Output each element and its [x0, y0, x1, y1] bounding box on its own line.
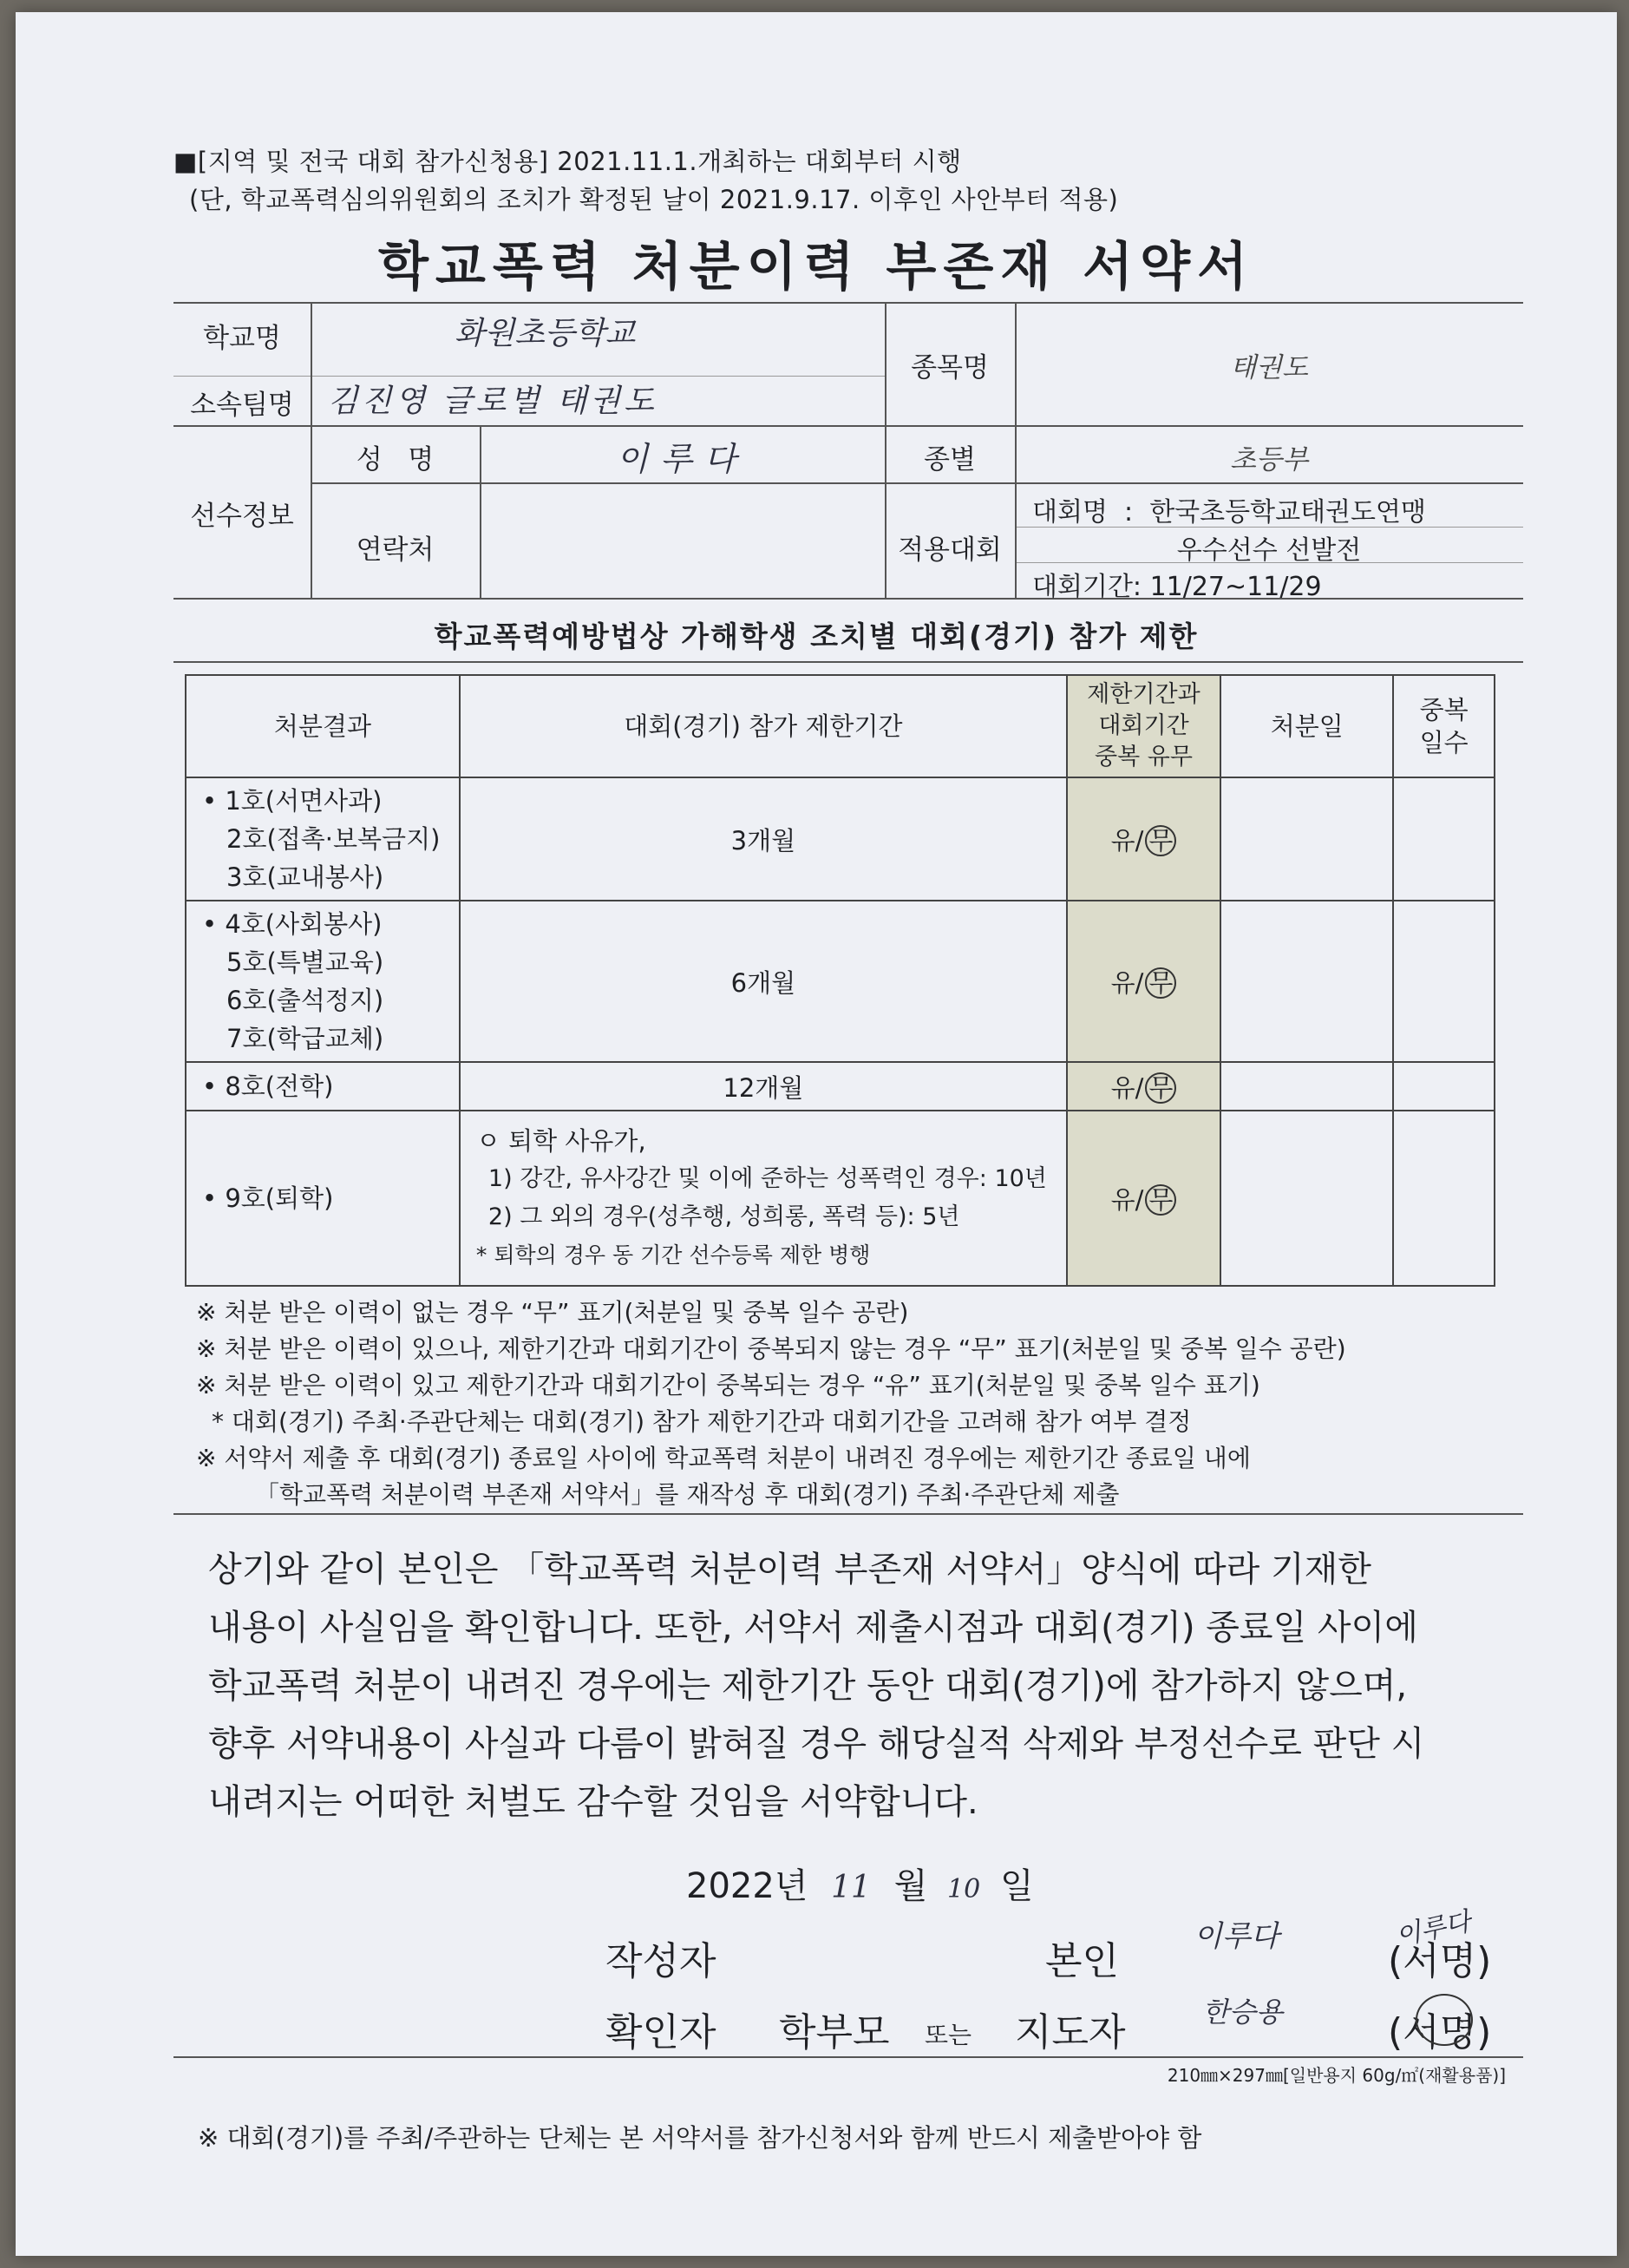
expulsion-line-3: 2) 그 외의 경우(성추행, 성희롱, 폭력 등): 5년 [487, 1203, 960, 1230]
or-label: 또는 [925, 2021, 972, 2049]
table-header-row [186, 675, 1495, 777]
period-cell: 12개월 [460, 1062, 1067, 1111]
overlap-cell [1067, 901, 1220, 1062]
table-row [186, 777, 1495, 901]
footer-note: ※ 대회(경기)를 주최/주관하는 단체는 본 서약서를 참가신청서와 함께 반드시 제출받아야 함 [198, 2123, 1202, 2153]
overlap-cell [1067, 777, 1220, 901]
overlap-no-circled: 무 [1145, 1184, 1176, 1216]
contact-label: 연락처 [356, 534, 435, 566]
name-value: 이루다 [616, 440, 749, 478]
date-month-label: 월 [893, 1866, 928, 1906]
disposition-cell [186, 1062, 460, 1111]
overlap-no-circled: 무 [1145, 967, 1176, 999]
date-cell [1220, 777, 1393, 901]
days-cell [1393, 1111, 1495, 1286]
overlap-yes: 유/ [1110, 967, 1144, 998]
col-header-result: 처분결과 [186, 675, 460, 777]
date-year: 2022년 [686, 1866, 808, 1906]
days-cell [1393, 1062, 1495, 1111]
event-label: 종목명 [911, 352, 989, 383]
disposition-item: • 8호(전학) [202, 1072, 334, 1101]
disposition-item: 2호(접촉·보복금지) [226, 824, 441, 854]
overlap-cell [1067, 1111, 1220, 1286]
self-label: 본인 [1045, 1939, 1120, 1983]
pledge-line: 학교폭력 처분이 내려진 경우에는 제한기간 동안 대회(경기)에 참가하지 않으며, [208, 1666, 1408, 1706]
date-day-label: 일 [999, 1866, 1034, 1906]
pledge-line: 향후 서약내용이 사실과 다름이 밝혀질 경우 해당실적 삭제와 부정선수로 판단 시 [208, 1724, 1425, 1764]
date-month-value: 11 [831, 1870, 871, 1905]
grid-line [173, 661, 1523, 663]
grid-line [173, 1513, 1523, 1515]
document-title: 학교폭력 처분이력 부존재 서약서 [377, 237, 1255, 298]
confirmer-label: 확인자 [605, 2010, 716, 2055]
expulsion-line-4: * 퇴학의 경우 동 기간 선수등록 제한 병행 [475, 1242, 871, 1268]
notice-line-2: (단, 학교폭력심의위원회의 조치가 확정된 날이 2021.9.17. 이후인 사안부터 적용) [189, 185, 1119, 214]
overlap-cell [1067, 1062, 1220, 1111]
disposition-item: • 1호(서면사과) [202, 786, 383, 816]
disposition-cell [186, 901, 460, 1062]
days-cell [1393, 901, 1495, 1062]
grid-line [173, 2056, 1523, 2058]
period-cell: 6개월 [460, 901, 1067, 1062]
date-line [686, 1858, 1034, 1908]
competition-period: 대회기간: 11/27~11/29 [1032, 572, 1322, 602]
date-cell [1220, 1111, 1393, 1286]
grid-line [173, 425, 1523, 427]
sign-label-2: (서명) [1388, 2010, 1492, 2055]
disposition-item: • 9호(퇴학) [202, 1183, 334, 1213]
pledge-line: 내려지는 어떠한 처벌도 감수할 것임을 서약합니다. [208, 1782, 978, 1822]
note-line: ※ 서약서 제출 후 대회(경기) 종료일 사이에 학교폭력 처분이 내려진 경우에는 제한기간 종료일 내에 [196, 1444, 1251, 1472]
name-label: 성 명 [356, 444, 435, 475]
school-value: 화원초등학교 [454, 316, 636, 351]
expulsion-line-1: ㅇ 퇴학 사유가, [475, 1126, 646, 1156]
parent-label: 학부모 [779, 2010, 890, 2055]
signature-circle-mark [1416, 1994, 1473, 2046]
note-line: ※ 처분 받은 이력이 없는 경우 “무” 표기(처분일 및 중복 일수 공란) [196, 1298, 909, 1327]
overlap-yes: 유/ [1110, 1184, 1144, 1215]
competition-name-2: 우수선수 선발전 [1176, 535, 1362, 566]
notes-block [196, 1295, 1346, 1513]
pledge-line: 상기와 같이 본인은 「학교폭력 처분이력 부존재 서약서」양식에 따라 기재한 [208, 1550, 1371, 1590]
period-cell: 3개월 [460, 777, 1067, 901]
note-line: ※ 처분 받은 이력이 있고 제한기간과 대회기간이 중복되는 경우 “유” 표기(처분일 및 중복 일수 표기) [196, 1371, 1260, 1399]
disposition-item: 5호(특별교육) [226, 947, 384, 977]
note-line: * 대회(경기) 주최·주관단체는 대회(경기) 참가 제한기간과 대회기간을 고려해 참가 여부 결정 [212, 1407, 1192, 1436]
table-row [186, 1062, 1495, 1111]
disposition-cell [186, 777, 460, 901]
pledge-document [16, 12, 1617, 2256]
overlap-no-circled: 무 [1145, 825, 1176, 856]
disposition-item: 6호(출석정지) [226, 986, 384, 1015]
restriction-table [185, 674, 1495, 1287]
notice-line-1: ■[지역 및 전국 대회 참가신청용] 2021.11.1.개최하는 대회부터 시행 [173, 147, 962, 176]
paper-spec: 210㎜×297㎜[일반용지 60g/㎡(재활용품)] [1167, 2065, 1506, 2086]
category-label: 종별 [924, 444, 976, 475]
disposition-item: 7호(학급교체) [226, 1024, 384, 1053]
coach-name: 한승용 [1202, 1996, 1283, 2029]
category-value: 초등부 [1230, 444, 1308, 475]
grid-line [173, 302, 1523, 304]
restriction-heading: 학교폭력예방법상 가해학생 조치별 대회(경기) 참가 제한 [434, 619, 1199, 653]
table-row [186, 901, 1495, 1062]
self-name: 이루다 [1194, 1919, 1279, 1954]
col-header-overlap: 제한기간과 대회기간 중복 유무 [1067, 675, 1220, 777]
school-label: 학교명 [203, 323, 281, 354]
date-cell [1220, 1062, 1393, 1111]
col-header-days: 중복 일수 [1393, 675, 1495, 777]
player-info-label: 선수정보 [190, 501, 294, 532]
sign-label: (서명) [1388, 1939, 1492, 1983]
table-row [186, 1111, 1495, 1286]
pledge-paragraph [208, 1541, 1424, 1832]
team-value: 김진영 글로벌 태권도 [328, 383, 657, 419]
coach-label: 지도자 [1015, 2010, 1126, 2055]
note-line: 「학교폭력 처분이력 부존재 서약서」를 재작성 후 대회(경기) 주최·주관단체 제출 [255, 1480, 1120, 1509]
signature-mark: 이루다 [1393, 1906, 1474, 1952]
col-header-date: 처분일 [1220, 675, 1393, 777]
event-value: 태권도 [1230, 352, 1308, 383]
writer-label: 작성자 [605, 1939, 716, 1983]
overlap-no-circled: 무 [1145, 1072, 1176, 1104]
col-header-period: 대회(경기) 참가 제한기간 [460, 675, 1067, 777]
competition-label: 적용대회 [898, 534, 1002, 566]
date-cell [1220, 901, 1393, 1062]
disposition-item: 3호(교내봉사) [226, 862, 384, 892]
pledge-line: 내용이 사실임을 확인합니다. 또한, 서약서 제출시점과 대회(경기) 종료일 사이에 [208, 1608, 1418, 1648]
date-day-value: 10 [947, 1874, 981, 1904]
grid-line [311, 482, 885, 484]
team-label: 소속팀명 [190, 390, 294, 421]
expulsion-line-2: 1) 강간, 유사강간 및 이에 준하는 성폭력인 경우: 10년 [487, 1165, 1047, 1192]
expulsion-cell [460, 1111, 1067, 1286]
overlap-yes: 유/ [1110, 1072, 1144, 1103]
disposition-cell [186, 1111, 460, 1286]
competition-name: 대회명 : 한국초등학교태권도연맹 [1032, 497, 1426, 528]
note-line: ※ 처분 받은 이력이 있으나, 제한기간과 대회기간이 중복되지 않는 경우 “무” 표기(처분일 및 중복 일수 공란) [196, 1334, 1346, 1363]
grid-line [885, 482, 1523, 484]
overlap-yes: 유/ [1110, 825, 1144, 855]
disposition-item: • 4호(사회봉사) [202, 909, 383, 939]
days-cell [1393, 777, 1495, 901]
